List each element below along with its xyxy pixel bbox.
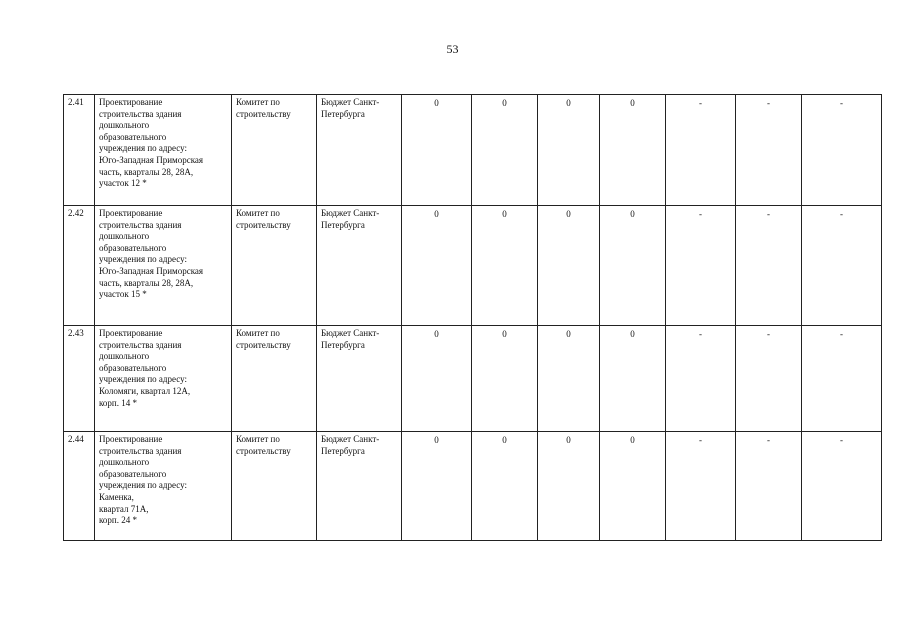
- row-dash: -: [736, 432, 802, 541]
- row-value: 0: [538, 326, 600, 432]
- row-description: Проектирование строительства здания дошкольного образовательного учреждения по адресу: Юго-Западная Приморская часть, кварталы 28, 28А, участок 15 *: [95, 206, 232, 326]
- row-value: 0: [402, 432, 472, 541]
- table-row: [64, 432, 882, 541]
- row-dash: -: [736, 95, 802, 206]
- row-value: 0: [472, 95, 538, 206]
- row-dash: -: [666, 432, 736, 541]
- row-dash: -: [802, 206, 882, 326]
- row-executor: Комитет по строительству: [232, 326, 317, 432]
- table-row: [64, 95, 882, 206]
- row-number: 2.42: [64, 206, 95, 326]
- row-value: 0: [600, 206, 666, 326]
- program-table: [63, 94, 882, 541]
- row-value: 0: [472, 206, 538, 326]
- row-value: 0: [472, 432, 538, 541]
- row-number: 2.44: [64, 432, 95, 541]
- row-value: 0: [600, 432, 666, 541]
- row-number: 2.43: [64, 326, 95, 432]
- row-executor: Комитет по строительству: [232, 95, 317, 206]
- row-description: Проектирование строительства здания дошкольного образовательного учреждения по адресу: Коломяги, квартал 12А, корп. 14 *: [95, 326, 232, 432]
- table-row: [64, 326, 882, 432]
- row-dash: -: [666, 326, 736, 432]
- row-number: 2.41: [64, 95, 95, 206]
- page-number: 53: [446, 42, 459, 56]
- row-dash: -: [666, 95, 736, 206]
- row-funding-source: Бюджет Санкт- Петербурга: [317, 432, 402, 541]
- row-value: 0: [402, 95, 472, 206]
- row-value: 0: [402, 326, 472, 432]
- row-value: 0: [402, 206, 472, 326]
- row-dash: -: [736, 326, 802, 432]
- row-funding-source: Бюджет Санкт- Петербурга: [317, 326, 402, 432]
- row-value: 0: [472, 326, 538, 432]
- row-dash: -: [802, 95, 882, 206]
- row-description: Проектирование строительства здания дошкольного образовательного учреждения по адресу: Каменка, квартал 71А, корп. 24 *: [95, 432, 232, 541]
- row-value: 0: [600, 326, 666, 432]
- row-value: 0: [600, 95, 666, 206]
- row-dash: -: [736, 206, 802, 326]
- row-funding-source: Бюджет Санкт- Петербурга: [317, 206, 402, 326]
- row-dash: -: [802, 326, 882, 432]
- row-dash: -: [802, 432, 882, 541]
- row-funding-source: Бюджет Санкт- Петербурга: [317, 95, 402, 206]
- row-value: 0: [538, 95, 600, 206]
- row-executor: Комитет по строительству: [232, 206, 317, 326]
- row-dash: -: [666, 206, 736, 326]
- row-value: 0: [538, 432, 600, 541]
- row-description: Проектирование строительства здания дошкольного образовательного учреждения по адресу: Юго-Западная Приморская часть, кварталы 28, 28А, участок 12 *: [95, 95, 232, 206]
- row-value: 0: [538, 206, 600, 326]
- row-executor: Комитет по строительству: [232, 432, 317, 541]
- table-row: [64, 206, 882, 326]
